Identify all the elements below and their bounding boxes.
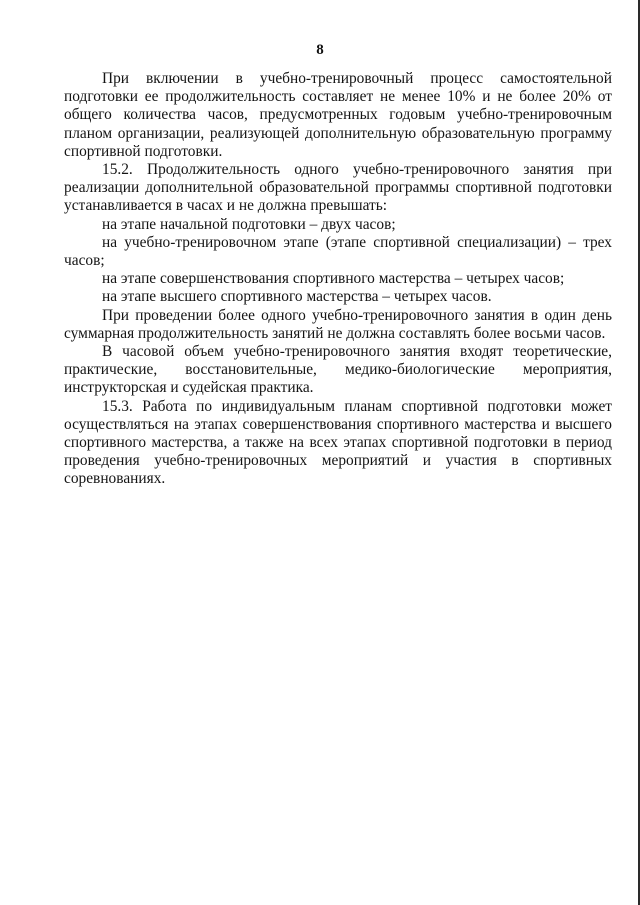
paragraph-self-training: При включении в учебно-тренировочный процесс самостоятельной подготовки ее продолжительность составляет не менее 10% и не более 20% от общего количества часов, предусмотренных годовым учебно-тренировочным планом организации, реализующей дополнительную образовательную программу спортивной подготовки. xyxy=(64,70,612,160)
paragraph-multiple-sessions: При проведении более одного учебно-тренировочного занятия в один день суммарная продолжительность занятий не должна составлять более восьми часов. xyxy=(64,306,612,342)
list-item-improvement-stage: на этапе совершенствования спортивного мастерства – четырех часов; xyxy=(102,270,565,288)
list-item-training-stage: на учебно-тренировочном этапе (этапе спортивной специализации) – трех часов; xyxy=(64,233,612,270)
paragraph-15-3: 15.3. Работа по индивидуальным планам спортивной подготовки может осуществляться на этапах совершенствования спортивного мастерства и высшего спортивного мастерства, а также на всех этапах спортивной подготовки в период проведения учебно-тренировочных мероприятий и участия в спортивных соревнованиях. xyxy=(64,397,612,488)
list-item-initial-stage: на этапе начальной подготовки – двух часов; xyxy=(102,215,396,233)
paragraph-hour-volume: В часовой объем учебно-тренировочного занятия входят теоретические, практические, восстановительные, медико-биологические мероприятия, инструкторская и судейская практика. xyxy=(64,343,612,397)
paragraph-15-2: 15.2. Продолжительность одного учебно-тренировочного занятия при реализации дополнительной образовательной программы спортивной подготовки устанавливается в часах и не должна превышать: xyxy=(64,161,612,215)
document-body xyxy=(64,70,612,489)
page-number: 8 xyxy=(316,42,324,58)
list-item-higher-mastery-stage: на этапе высшего спортивного мастерства – четырех часов. xyxy=(102,288,492,306)
